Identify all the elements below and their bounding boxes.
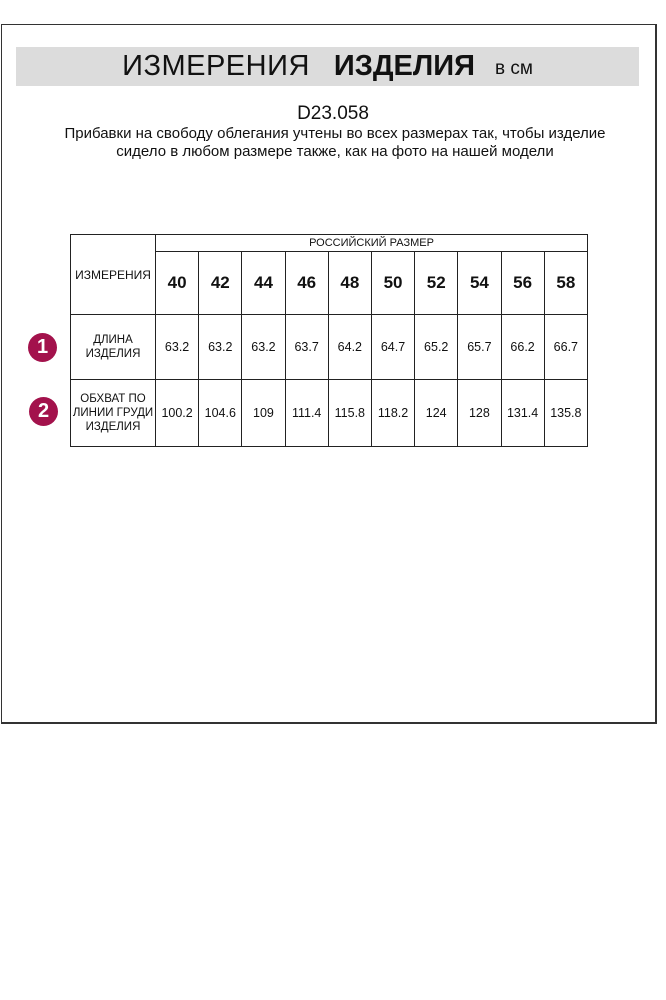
value-cell: 64.7 (371, 315, 414, 380)
measure-header: ИЗМЕРЕНИЯ (71, 235, 156, 315)
row-number-badge: 2 (29, 397, 58, 426)
size-cell: 56 (501, 252, 544, 315)
size-cell: 42 (199, 252, 242, 315)
value-cell: 65.2 (415, 315, 458, 380)
value-cell: 118.2 (371, 380, 414, 447)
title-bar (16, 47, 639, 86)
title-unit: в см (494, 57, 533, 79)
value-cell: 63.7 (285, 315, 328, 380)
size-cell: 54 (458, 252, 501, 315)
value-cell: 64.2 (328, 315, 371, 380)
value-cell: 66.7 (544, 315, 587, 380)
value-cell: 63.2 (242, 315, 285, 380)
row-label: ДЛИНА ИЗДЕЛИЯ (71, 315, 156, 380)
table-row (71, 315, 588, 380)
size-cell: 46 (285, 252, 328, 315)
value-cell: 63.2 (156, 315, 199, 380)
value-cell: 135.8 (544, 380, 587, 447)
value-cell: 131.4 (501, 380, 544, 447)
value-cell: 100.2 (156, 380, 199, 447)
value-cell: 66.2 (501, 315, 544, 380)
value-cell: 63.2 (199, 315, 242, 380)
size-cell: 52 (415, 252, 458, 315)
size-cell: 50 (371, 252, 414, 315)
value-cell: 115.8 (328, 380, 371, 447)
size-cell: 40 (156, 252, 199, 315)
size-cell: 48 (328, 252, 371, 315)
table-header-row (71, 235, 588, 252)
article-number: D23.058 (297, 103, 369, 124)
value-cell: 124 (415, 380, 458, 447)
value-cell: 111.4 (285, 380, 328, 447)
value-cell: 65.7 (458, 315, 501, 380)
title-word-product: ИЗДЕЛИЯ (333, 50, 475, 82)
title-word-measurements: ИЗМЕРЕНИЯ (122, 50, 310, 82)
table-row (71, 380, 588, 447)
size-cell: 44 (242, 252, 285, 315)
value-cell: 128 (458, 380, 501, 447)
fit-note: Прибавки на свободу облегания учтены во всех размерах так, чтобы изделие сидело в любом размере также, как на фото на нашей модели (64, 125, 606, 160)
region-header: РОССИЙСКИЙ РАЗМЕР (156, 235, 588, 252)
size-cell: 58 (544, 252, 587, 315)
row-number-badge: 1 (28, 333, 57, 362)
row-label: ОБХВАТ ПО ЛИНИИ ГРУДИ ИЗДЕЛИЯ (71, 380, 156, 447)
value-cell: 109 (242, 380, 285, 447)
value-cell: 104.6 (199, 380, 242, 447)
size-table (70, 234, 588, 447)
